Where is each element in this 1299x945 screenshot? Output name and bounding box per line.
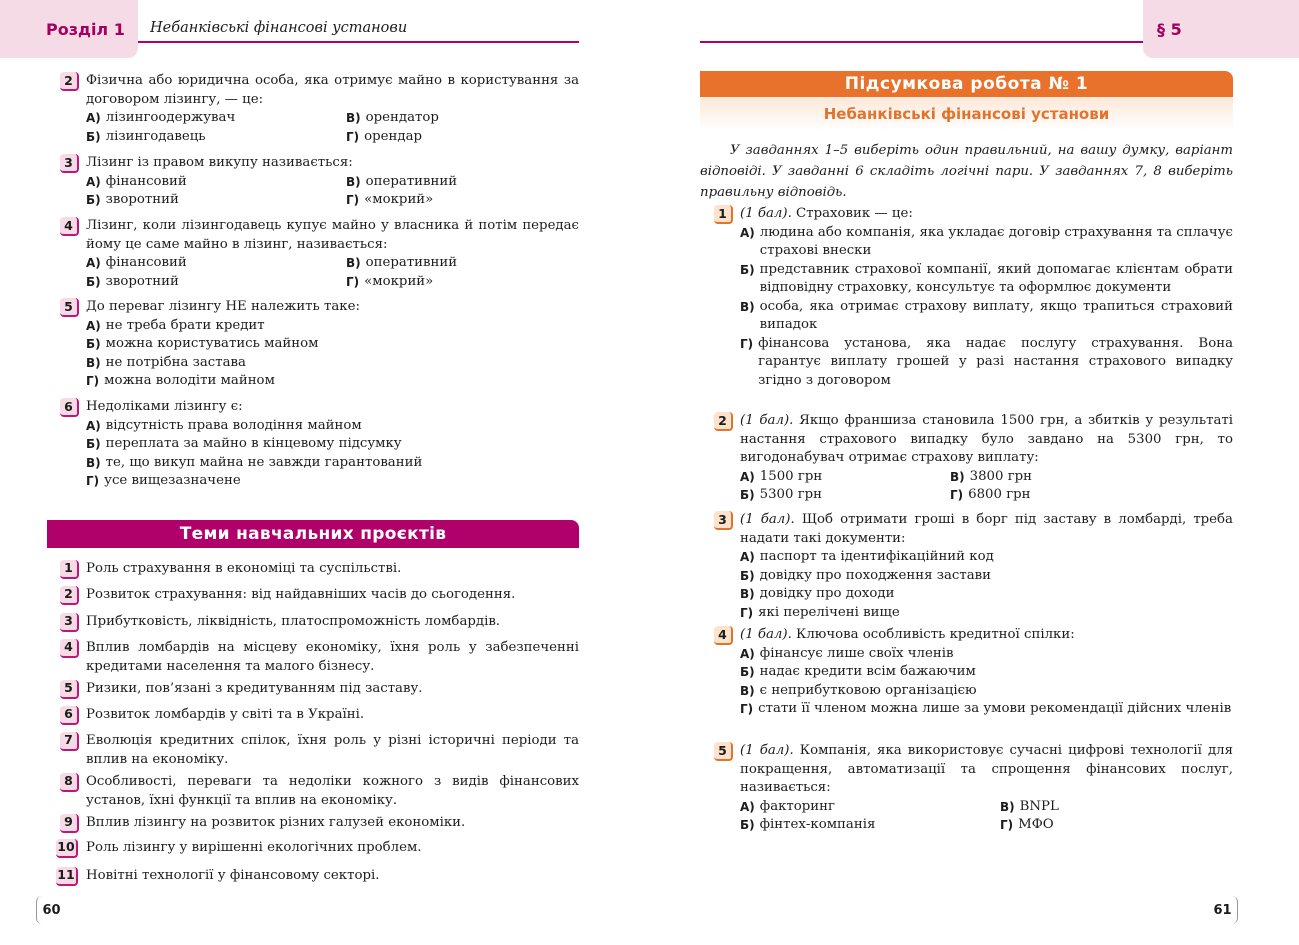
left-question-3	[64, 154, 579, 210]
answer-option: А) фінансовий	[86, 173, 187, 189]
project-item: 8 Особливості, переваги та недоліки кожного з видів фінансових установ, їхні функції та вплив на економіку.	[86, 773, 579, 810]
question-number-badge: 4	[60, 217, 79, 236]
answer-options	[740, 224, 1233, 391]
answer-option: А) лізингоодержувач	[86, 110, 236, 125]
answer-option: Б) 5300 грн	[740, 487, 823, 502]
left-question-5	[64, 298, 579, 391]
answer-option: Г) стати її членом можна лише за умови рекомендації дійсних членів	[740, 701, 1232, 716]
answer-option: Г) можна володіти майном	[86, 373, 275, 388]
question-stem: Лізинг, коли лізингодавець купує майно у власника й потім передає йому це саме майно в лізинг, називається:	[86, 218, 579, 252]
project-item: 6 Розвиток ломбардів у світі та в Україні.	[86, 706, 579, 725]
answer-options	[86, 173, 579, 210]
answer-option: А) відсутність права володіння майном	[86, 417, 362, 433]
answer-option: В) те, що викуп майна не завжди гарантований	[86, 454, 423, 470]
right-question-1	[718, 205, 1233, 390]
answer-option: Г) фінансова установа, яка надає послугу страхування. Вона гарантує виплату грошей у разі настання страхового випадку згідно з договором	[740, 335, 1233, 388]
answer-option: Б) переплата за майно в кінцевому підсумку	[86, 436, 402, 451]
section-title: Небанківські фінансові установи	[150, 20, 408, 36]
answer-option: Г) які перелічені вище	[740, 604, 900, 620]
question-stem: (1 бал). Компанія, яка використовує сучасні цифрові технології для покращення, автоматизації та спрощення фінансових послуг, називається:	[740, 743, 1233, 795]
projects-banner: Теми навчальних проєктів	[47, 520, 579, 548]
answer-option: В) довідку про доходи	[740, 586, 895, 601]
answer-option: Б) довідку про походження застави	[740, 567, 991, 583]
answer-options	[740, 548, 1233, 622]
answer-option: Б) надає кредити всім бажаючим	[740, 664, 976, 679]
answer-option: Г) «мокрий»	[346, 192, 434, 207]
project-item: 11 Новітні технології у фінансовому секторі.	[86, 867, 579, 886]
answer-options	[86, 317, 579, 391]
answer-option: Г) усе вищезазначене	[86, 473, 241, 488]
summary-intro: У завданнях 1–5 виберіть один правильний, на вашу думку, варіант відповіді. У завданні 6 складіть логічні пари. У завданнях 7, 8 виберіть правильну відповідь.	[700, 143, 1233, 200]
answer-options	[740, 798, 1233, 835]
question-stem: Фізична або юридична особа, яка отримує майно в користування за договором лізингу, — це:	[86, 73, 579, 107]
left-question-4	[64, 217, 579, 291]
header-rule-right	[700, 41, 1143, 43]
question-stem: (1 бал). Щоб отримати гроші в борг під заставу в ломбарді, треба надати такі документи:	[740, 512, 1233, 546]
answer-option: Б) лізингодавець	[86, 128, 206, 144]
answer-option: В) особа, яка отримає страхову виплату, якщо трапиться страховий випадок	[740, 298, 1233, 332]
left-question-6	[64, 398, 579, 491]
question-stem: Лізинг із правом викупу називається:	[86, 155, 353, 170]
page-number-right: 61	[1208, 896, 1238, 924]
question-number-badge: 2	[60, 72, 79, 91]
summary-title-banner: Підсумкова робота № 1	[700, 71, 1233, 97]
question-number-badge: 4	[714, 626, 733, 645]
right-question-5	[718, 742, 1233, 835]
right-question-4	[718, 626, 1233, 719]
answer-option: В) не потрібна застава	[86, 354, 246, 370]
page-number-left: 60	[36, 896, 66, 924]
question-stem: (1 бал). Якщо франшиза становила 1500 грн, а збитків у результаті настання страхового випадку було завдано на 5300 грн, то вигодонабувач отримає страхову виплату:	[740, 413, 1233, 465]
answer-option: В) оперативний	[346, 255, 458, 270]
answer-option: А) 1500 грн	[740, 468, 823, 484]
answer-option: А) паспорт та ідентифікаційний код	[740, 549, 994, 564]
answer-option: А) людина або компанія, яка укладає договір страхування та сплачує страхові внески	[740, 224, 1233, 258]
project-item: 10 Роль лізингу у вирішенні екологічних проблем.	[86, 839, 579, 858]
right-question-2	[718, 412, 1233, 505]
answer-option: В) BNPL	[1000, 798, 1059, 814]
answer-option: Б) зворотний	[86, 273, 179, 289]
answer-option: А) фінансовий	[86, 255, 187, 270]
answer-options	[740, 468, 1233, 505]
project-item: 5 Ризики, пов’язані з кредитуванням під заставу.	[86, 680, 579, 699]
answer-option: Г) МФО	[1000, 817, 1054, 832]
answer-option: Б) фінтех-компанія	[740, 817, 876, 832]
project-item: 7 Еволюція кредитних спілок, їхня роль у різні історичні періоди та вплив на економіку.	[86, 732, 579, 769]
question-number-badge: 3	[714, 511, 733, 530]
summary-subtitle: Небанківські фінансові установи	[700, 97, 1233, 131]
project-item: 4 Вплив ломбардів на місцеву економіку, їхня роль у забезпеченні кредитами населення та малого бізнесу.	[86, 639, 579, 676]
question-number-badge: 3	[60, 154, 79, 173]
answer-options	[86, 254, 579, 291]
header-rule-left	[138, 41, 579, 43]
question-stem: Недоліками лізингу є:	[86, 399, 243, 414]
question-stem: (1 бал). Страховик — це:	[740, 206, 913, 221]
answer-option: А) фінансує лише своїх членів	[740, 645, 954, 661]
answer-option: Г) орендар	[346, 128, 423, 144]
section-label: Розділ 1	[0, 0, 138, 58]
question-number-badge: 6	[60, 398, 79, 417]
answer-option: Г) 6800 грн	[950, 487, 1031, 502]
answer-option: Г) «мокрий»	[346, 273, 434, 289]
answer-options	[86, 417, 579, 491]
answer-options	[740, 645, 1233, 719]
answer-option: В) оперативний	[346, 173, 458, 189]
answer-option: Б) можна користуватись майном	[86, 336, 319, 351]
answer-option: Б) зворотний	[86, 192, 179, 207]
right-question-3	[718, 511, 1233, 622]
answer-option: В) 3800 грн	[950, 468, 1033, 484]
question-number-badge: 5	[60, 298, 79, 317]
question-number-badge: 1	[714, 205, 733, 224]
answer-option: В) орендатор	[346, 110, 439, 125]
project-item: 9 Вплив лізингу на розвиток різних галузей економіки.	[86, 814, 579, 833]
question-number-badge: 5	[714, 742, 733, 761]
paragraph-label: § 5	[1143, 0, 1299, 58]
question-stem: До переваг лізингу НЕ належить таке:	[86, 299, 360, 314]
left-question-2	[64, 72, 579, 146]
question-stem: (1 бал). Ключова особливість кредитної спілки:	[740, 627, 1075, 642]
answer-options	[86, 109, 579, 146]
question-number-badge: 2	[714, 412, 733, 431]
answer-option: Б) представник страхової компанії, який допомагає клієнтам обрати відповідну страховку, консультує та оформлює документи	[740, 261, 1233, 295]
answer-option: А) не треба брати кредит	[86, 317, 265, 333]
project-item: 3 Прибутковість, ліквідність, платоспроможність ломбардів.	[86, 613, 579, 632]
answer-option: В) є неприбутковою організацією	[740, 682, 977, 698]
project-item: 2 Розвиток страхування: від найдавніших часів до сьогодення.	[86, 586, 579, 605]
project-item: 1 Роль страхування в економіці та суспільстві.	[86, 560, 579, 579]
answer-option: А) факторинг	[740, 798, 835, 814]
